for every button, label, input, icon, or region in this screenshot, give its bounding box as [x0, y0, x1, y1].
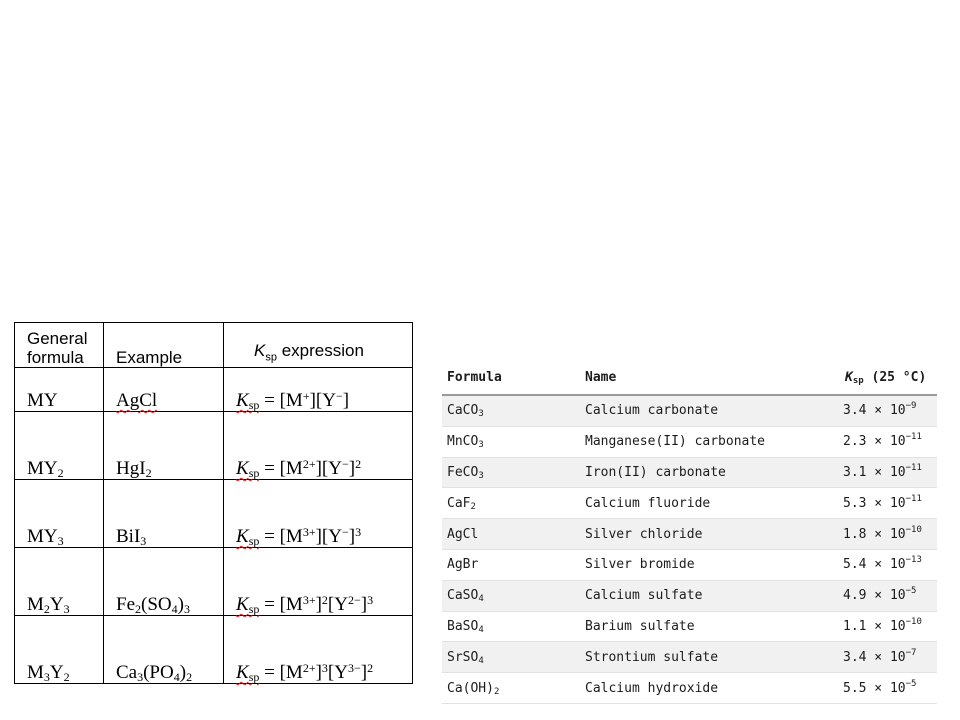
formula-text: SrSO	[447, 649, 479, 665]
formula-sub: 4	[478, 624, 484, 635]
table-row	[15, 480, 413, 548]
table-row	[442, 549, 937, 580]
ksp-exponent: −11	[905, 432, 922, 443]
general-formula-sub: 3	[63, 602, 70, 616]
ksp-exponent: −9	[905, 401, 917, 412]
ksp-symbol: K	[254, 340, 266, 360]
general-formula-text: Y	[49, 662, 64, 683]
ksp-expression-text: ]	[315, 662, 322, 683]
formula-text: AgBr	[447, 557, 479, 573]
ksp-subscript: sp	[248, 602, 260, 616]
ksp-term	[236, 458, 259, 479]
header-name: Name	[580, 360, 840, 395]
example-sub: 4	[173, 670, 180, 684]
header-formula: Formula	[442, 360, 580, 395]
example-text: )	[177, 594, 184, 615]
formula-sub: 4	[478, 594, 484, 605]
table-row	[442, 426, 937, 457]
ksp-expression-text: [M	[279, 390, 303, 411]
general-formula-cell	[15, 480, 104, 548]
ksp-expression-cell	[224, 412, 413, 480]
ksp-expression-sup: 3+	[302, 525, 316, 539]
formula-sub: 2	[470, 501, 476, 512]
table-row	[15, 368, 413, 412]
header-ksp	[840, 360, 937, 395]
values-header-row	[442, 360, 937, 395]
ksp-expression-text: ][Y	[315, 526, 342, 547]
ksp-value-cell	[840, 580, 937, 611]
formula-text: FeCO	[447, 464, 479, 480]
general-formula-text: M	[27, 662, 44, 683]
formula-sub: 2	[493, 686, 500, 697]
example-cell	[104, 412, 224, 480]
formula-text: CaF	[447, 495, 471, 511]
general-formula-sub: 2	[43, 602, 50, 616]
name-cell: Calcium sulfate	[580, 580, 840, 611]
ksp-term	[236, 390, 259, 411]
header-example: Example	[104, 323, 224, 368]
ksp-values-table	[442, 360, 937, 704]
ksp-value-cell	[840, 642, 937, 673]
table-row	[442, 611, 937, 642]
example-cell	[104, 368, 224, 412]
example-text: HgI	[116, 458, 146, 479]
formula-cell	[442, 549, 580, 580]
formula-sub: 4	[478, 655, 484, 666]
example-text: )	[179, 662, 187, 683]
example-cell	[104, 480, 224, 548]
example-sub: 3	[140, 534, 147, 548]
ksp-mantissa: 4.9 × 10	[843, 588, 906, 604]
ksp-expression-sup: 2	[355, 457, 362, 471]
general-formula-text: MY	[27, 390, 58, 411]
ksp-expression-text: [Y	[327, 662, 348, 683]
ksp-exponent: −10	[905, 524, 922, 535]
table-row	[442, 580, 937, 611]
ksp-symbol: K	[236, 390, 249, 411]
ksp-expression-text: ][Y	[309, 390, 336, 411]
ksp-term	[236, 662, 259, 683]
ksp-expression-cell	[224, 368, 413, 412]
example-sub: 2	[186, 670, 193, 684]
formula-text: MnCO	[447, 434, 479, 450]
ksp-expression-sup: 2	[367, 661, 374, 675]
example-sub: 2	[145, 466, 152, 480]
ksp-expression-text: ]	[342, 390, 350, 411]
formula-text: CaCO	[447, 403, 479, 419]
formula-cell	[442, 488, 580, 519]
ksp-expression-text: ]	[315, 594, 322, 615]
table-row	[442, 488, 937, 519]
ksp-value-cell	[840, 395, 937, 426]
general-formula-cell	[15, 616, 104, 684]
example-formula	[116, 390, 157, 411]
ksp-expression-text: ]	[348, 458, 356, 479]
equals-sign: =	[259, 594, 280, 615]
ksp-mantissa: 3.4 × 10	[843, 649, 906, 665]
ksp-exponent: −5	[905, 586, 917, 597]
header-ksp-expression	[224, 323, 413, 368]
ksp-symbol: K	[845, 369, 853, 385]
formula-cell	[442, 580, 580, 611]
example-formula	[116, 662, 192, 683]
formula-sub: 3	[478, 470, 484, 481]
header-ksp-suffix: (25 °C)	[863, 369, 927, 385]
ksp-expression-cell	[224, 480, 413, 548]
ksp-mantissa: 2.3 × 10	[843, 434, 906, 450]
ksp-mantissa: 3.4 × 10	[843, 403, 906, 419]
general-formula-sub: 2	[63, 670, 70, 684]
example-text: AgCl	[116, 390, 158, 411]
name-cell: Calcium hydroxide	[580, 673, 840, 704]
formula-text: Ca(OH)	[447, 680, 494, 696]
name-cell: Barium sulfate	[580, 611, 840, 642]
ksp-exponent: −5	[905, 678, 917, 689]
ksp-expression-text: ][Y	[315, 458, 342, 479]
ksp-general-formula-table	[14, 322, 413, 684]
ksp-subscript: sp	[248, 398, 260, 412]
ksp-subscript: sp	[265, 351, 277, 363]
example-text: Ca	[116, 662, 138, 683]
ksp-expression-text: [M	[279, 458, 303, 479]
ksp-subscript: sp	[248, 670, 260, 684]
example-text: Fe	[116, 594, 135, 615]
formula-text: CaSO	[447, 588, 479, 604]
name-cell: Calcium carbonate	[580, 395, 840, 426]
header-expression-suffix: expression	[276, 340, 364, 360]
ksp-expression-text: ]	[348, 526, 356, 547]
ksp-mantissa: 5.4 × 10	[843, 557, 906, 573]
example-formula	[116, 526, 146, 547]
formula-cell	[442, 426, 580, 457]
ksp-exponent: −7	[905, 647, 917, 658]
ksp-expression-text: [M	[279, 662, 303, 683]
ksp-symbol: K	[236, 594, 249, 615]
ksp-expression-sup: 3	[355, 525, 362, 539]
ksp-expression-sup: 2	[321, 593, 328, 607]
ksp-expression-sup: 2−	[347, 593, 361, 607]
ksp-expression-text: [M	[279, 526, 303, 547]
formula-text: AgCl	[447, 526, 479, 542]
ksp-term	[236, 594, 259, 615]
example-sub: 2	[135, 602, 141, 616]
table-row	[442, 642, 937, 673]
ksp-value-cell	[840, 426, 937, 457]
general-formula-sub: 3	[43, 670, 50, 684]
ksp-mantissa: 1.8 × 10	[843, 526, 906, 542]
general-formula-cell	[15, 368, 104, 412]
ksp-value-cell	[840, 673, 937, 704]
ksp-value-cell	[840, 519, 937, 550]
ksp-mantissa: 3.1 × 10	[843, 464, 906, 480]
equals-sign: =	[259, 458, 280, 479]
equals-sign: =	[259, 526, 280, 547]
ksp-subscript: sp	[248, 466, 260, 480]
name-cell: Calcium fluoride	[580, 488, 840, 519]
ksp-expression-cell	[224, 548, 413, 616]
general-formula-sub: 3	[57, 534, 64, 548]
formula-sub: 3	[478, 409, 484, 420]
formula-cell	[442, 611, 580, 642]
formula-text: BaSO	[447, 618, 479, 634]
example-text: BiI	[116, 526, 141, 547]
formula-cell	[442, 673, 580, 704]
ksp-mantissa: 5.5 × 10	[843, 680, 906, 696]
ksp-term	[236, 526, 259, 547]
ksp-mantissa: 5.3 × 10	[843, 495, 906, 511]
formula-cell	[442, 457, 580, 488]
ksp-expression-sup: 3−	[347, 661, 361, 675]
ksp-exponent: −11	[905, 493, 922, 504]
equals-sign: =	[259, 390, 280, 411]
ksp-symbol: K	[236, 662, 249, 683]
ksp-expression-sup: 3	[321, 661, 328, 675]
table-row	[442, 395, 937, 426]
formula-cell	[442, 642, 580, 673]
ksp-value-cell	[840, 488, 937, 519]
formula-cell	[442, 395, 580, 426]
ksp-subscript: sp	[852, 375, 864, 386]
ksp-exponent: −11	[905, 462, 922, 473]
ksp-expression-sup: −	[341, 457, 349, 471]
ksp-expression-text: ]	[360, 662, 368, 683]
general-formula-text: MY	[27, 526, 58, 547]
formula-sub: 3	[478, 440, 484, 451]
ksp-expression-text: ]	[360, 594, 368, 615]
formula-cell	[442, 519, 580, 550]
ksp-exponent: −10	[905, 616, 922, 627]
name-cell: Manganese(II) carbonate	[580, 426, 840, 457]
ksp-value-cell	[840, 611, 937, 642]
example-text: (SO	[141, 594, 172, 615]
ksp-expression-sup: −	[341, 525, 349, 539]
ksp-symbol: K	[236, 458, 249, 479]
ksp-exponent: −13	[905, 555, 922, 566]
ksp-expression-sup: 2+	[302, 661, 316, 675]
ksp-expression-sup: 3	[367, 593, 374, 607]
example-sub: 3	[183, 602, 190, 616]
table-row	[442, 519, 937, 550]
ksp-subscript: sp	[248, 534, 260, 548]
ksp-expression-sup: 2+	[302, 457, 316, 471]
general-formula-text: Y	[49, 594, 64, 615]
ksp-value-cell	[840, 549, 937, 580]
table-row	[15, 412, 413, 480]
ksp-mantissa: 1.1 × 10	[843, 618, 906, 634]
example-text: (PO	[143, 662, 174, 683]
table-row	[15, 616, 413, 684]
ksp-expression-text: [Y	[327, 594, 348, 615]
example-formula	[116, 594, 190, 615]
equals-sign: =	[259, 662, 280, 683]
header-general-formula: General formula	[15, 323, 104, 368]
example-sub: 3	[137, 670, 144, 684]
ksp-symbol: K	[236, 526, 249, 547]
table-row	[15, 548, 413, 616]
ksp-expression-sup: 3+	[302, 593, 316, 607]
general-formula-sub: 2	[57, 466, 64, 480]
header-row	[15, 323, 413, 368]
example-cell	[104, 548, 224, 616]
table-row	[442, 457, 937, 488]
ksp-value-cell	[840, 457, 937, 488]
example-formula	[116, 458, 152, 479]
general-formula-cell	[15, 412, 104, 480]
name-cell: Iron(II) carbonate	[580, 457, 840, 488]
example-cell	[104, 616, 224, 684]
name-cell: Strontium sulfate	[580, 642, 840, 673]
name-cell: Silver bromide	[580, 549, 840, 580]
example-sub: 4	[171, 602, 178, 616]
name-cell: Silver chloride	[580, 519, 840, 550]
table-row	[442, 673, 937, 704]
general-formula-cell	[15, 548, 104, 616]
ksp-expression-sup: −	[335, 389, 343, 403]
general-formula-text: M	[27, 594, 44, 615]
ksp-expression-cell	[224, 616, 413, 684]
ksp-expression-sup: +	[302, 389, 310, 403]
ksp-expression-text: [M	[279, 594, 303, 615]
general-formula-text: MY	[27, 458, 58, 479]
